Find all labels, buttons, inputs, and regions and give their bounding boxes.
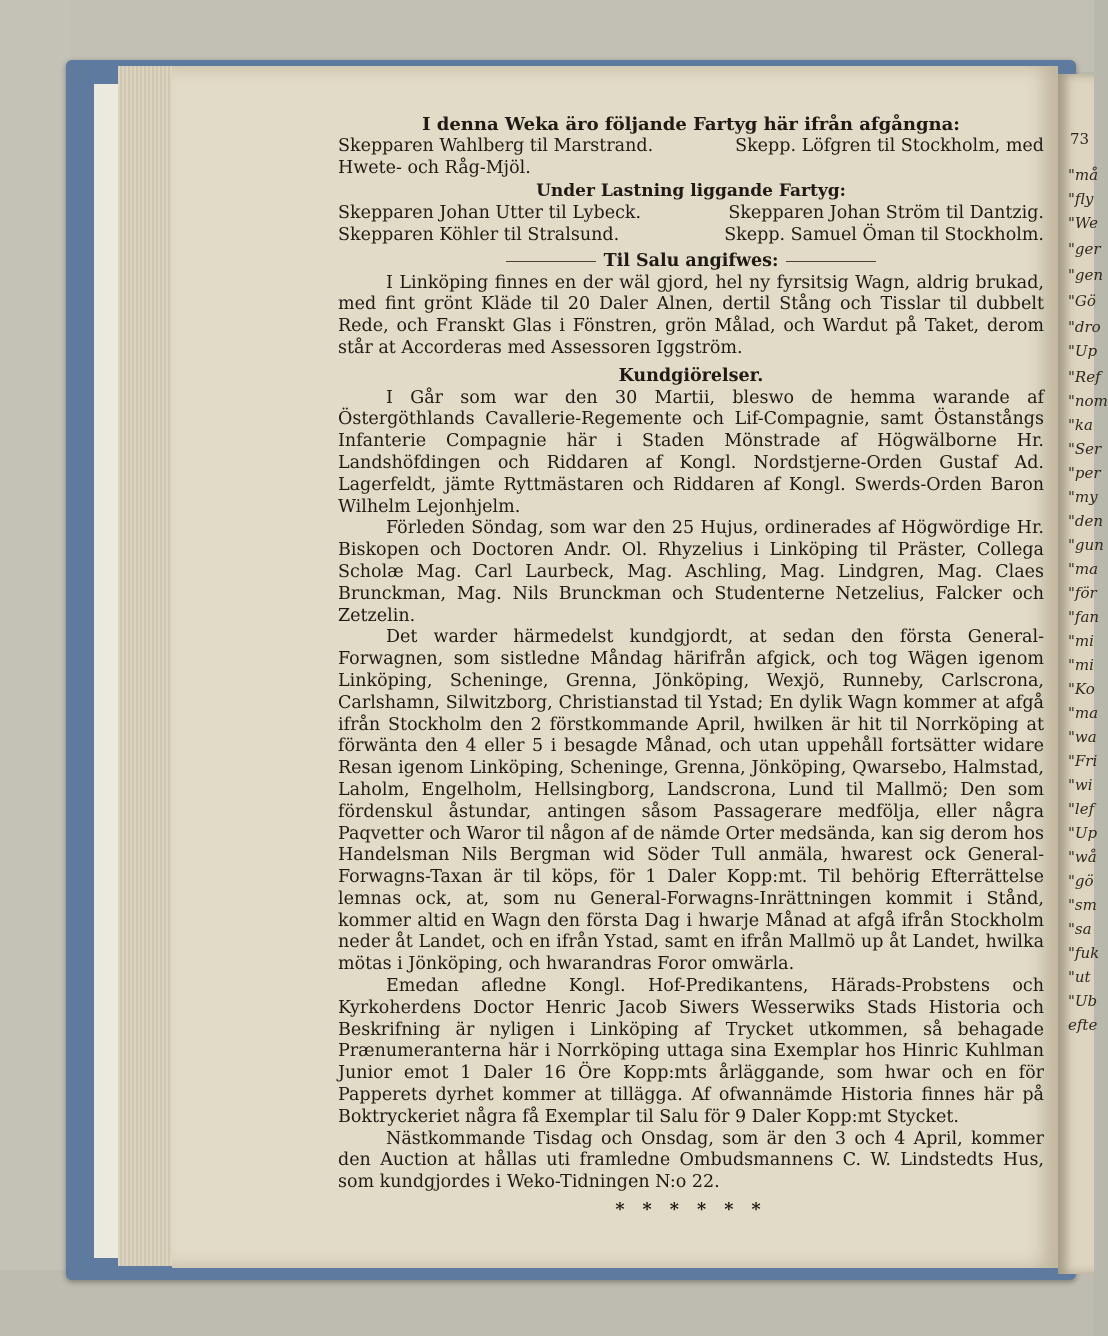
departures-row-1 [338, 136, 1044, 158]
departure-entry: Skepparen Wahlberg til Marstrand. [338, 135, 654, 156]
facing-fragment: "fly [1068, 190, 1094, 208]
facing-fragment: "wi [1068, 776, 1093, 794]
loading-entry: Skepparen Johan Utter til Lybeck. [338, 203, 642, 224]
loading-row-1 [338, 203, 1044, 225]
facing-fragment: "ma [1068, 704, 1099, 722]
facing-page-number: 73 [1070, 130, 1090, 148]
facing-fragment: "nom [1068, 392, 1108, 410]
loading-heading: Under Lastning liggande Fartyg: [536, 181, 846, 202]
facing-fragment: "fan [1068, 608, 1100, 626]
facing-fragment: "ger [1068, 240, 1101, 258]
article-text [338, 114, 1044, 1222]
facing-fragment: "mi [1068, 656, 1094, 674]
facing-page [1058, 74, 1108, 1274]
facing-fragment: "sa [1068, 920, 1092, 938]
facing-fragment: "Ub [1068, 992, 1098, 1010]
facing-fragment: "my [1068, 488, 1098, 506]
facing-fragment: "mi [1068, 632, 1094, 650]
facing-fragment: "We [1068, 214, 1098, 232]
facing-fragment: "per [1068, 464, 1101, 482]
facing-fragment: "Fri [1068, 752, 1098, 770]
facing-fragment: "gun [1068, 536, 1104, 554]
loading-row-2 [338, 225, 1044, 247]
ornament: * * * * * * [615, 1200, 767, 1221]
facing-fragment: "ut [1068, 968, 1091, 986]
facing-fragment: "Up [1068, 342, 1098, 360]
notice-paragraph: Emedan afledne Kongl. Hof-Predikantens, Härads-Probstens och Kyrkoherdens Doctor Henric Jacob Siwers Wesserwiks Stads Historia och Beskrifning är nyligen i Linköping af Trycket utkommen, så behagade Prænumeranterna här i Norrköping uttaga sina Exemplar hos Hinric Kuhlman Junior emot 1 Daler 16 Öre Kopp:mts årläggande, som hwar och en för Papperets dyrhet kommer at tillägga. Af ofwannämde Historia finnes här på Boktryckeriet några få Exemplar til Salu för 9 Daler Kopp:mt Stycket. [338, 976, 1044, 1127]
facing-fragment: "Up [1068, 824, 1098, 842]
facing-fragment: "Ser [1068, 440, 1102, 458]
scan-backdrop-left [0, 0, 70, 1336]
page-edges [118, 66, 178, 1266]
notice-paragraph: Nästkommande Tisdag och Onsdag, som är den 3 och 4 April, kommer den Auction at hållas uti framledne Ombudsmannens C. W. Lindstedts Hus, som kundgjordes i Weko-Tidningen N:o 22. [338, 1128, 1044, 1193]
departure-entry: Skepp. Löfgren til Stockholm, med [735, 135, 1044, 156]
facing-fragment: "den [1068, 512, 1104, 530]
facing-fragment: "lef [1068, 800, 1095, 818]
facing-fragment: "ka [1068, 416, 1093, 434]
facing-fragment: "gö [1068, 872, 1094, 890]
facing-fragment: "dro [1068, 318, 1101, 336]
departures-heading: I denna Weka äro följande Fartyg här ifrån afgångna: [422, 114, 960, 135]
facing-fragment: "för [1068, 584, 1097, 602]
facing-fragment: "wå [1068, 848, 1097, 866]
facing-fragment: "Ref [1068, 368, 1101, 386]
sale-paragraph: I Linköping finnes en der wäl gjord, hel ny fyrsitsig Wagn, aldrig brukad, med fint grönt Kläde til 20 Daler Alnen, dertil Stång och Tisslar til dubbelt Rede, och Franskt Glas i Fönstren, grön Målad, och Wardut på Taket, derom står at Accorderas med Assessoren Iggström. [338, 272, 1044, 358]
notice-paragraph: Förleden Söndag, som war den 25 Hujus, ordinerades af Högwördige Hr. Biskopen och Doctoren Andr. Ol. Rhyzelius i Linköping til Präster, Collega Scholæ Mag. Carl Laurbeck, Mag. Aschling, Mag. Lindgren, Mag. Claes Brunckman, Mag. Nils Brunckman och Studenterne Netzelius, Falcker och Zetzelin. [338, 518, 1044, 626]
facing-fragment: "fuk [1068, 944, 1100, 962]
notices-heading: Kundgiörelser. [618, 365, 764, 386]
departure-entry: Hwete- och Råg-Mjöl. [338, 157, 531, 178]
facing-fragment: "må [1068, 166, 1099, 184]
facing-fragment: "Gö [1068, 292, 1096, 310]
facing-fragment: "sm [1068, 896, 1097, 914]
loading-entry: Skepparen Köhler til Stralsund. [338, 224, 620, 245]
facing-fragment: "ma [1068, 560, 1099, 578]
loading-entry: Skepp. Samuel Öman til Stockholm. [724, 224, 1044, 245]
notice-paragraph: Det warder härmedelst kundgjordt, at sedan den första General-Forwagnen, som sistledne Måndag härifrån afgick, och tog Wägen igenom Linköping, Scheninge, Grenna, Jönköping, Wexjö, Runneby, Carlscrona, Carlshamn, Silwitzborg, Christianstad til Ystad; En dylik Wagn kommer at afgå ifrån Stockholm den 2 förstkommande April, hwilken är hit til Norrköping at förwänta den 4 eller 5 i besagde Månad, och utan uppehåll fortsätter widare Resan igenom Linköping, Scheninge, Grenna, Jönköping, Qwarsebo, Halmstad, Laholm, Engelholm, Hellsingborg, Landscrona, Lund til Mallmö; Den som fördenskul åstundar, antingen såsom Passagerare medfölja, eller några Paqvetter och Waror til någon af de nämde Orter medsända, kan sig derom hos Handelsman Nils Bergman wid Söder Tull anmäla, hwarest ock General-Forwagns-Taxan är til köps, för 1 Daler Kopp:mt. Til behörig Efterrättelse lemnas ock, at, som nu General-Forwagns-Inrättningen kommit i Stånd, kommer altid en Wagn den första Dag i hwarje Månad at afgå ifrån Stockholm neder åt Landet, och en ifrån Ystad, samt en ifrån Mallmö up åt Landet, hwilka mötas i Jönköping, och hwarandras Foror omwärla. [338, 627, 1044, 975]
facing-fragment: efte [1068, 1016, 1098, 1034]
facing-fragment: "Ko [1068, 680, 1095, 698]
facing-fragment: "wa [1068, 728, 1097, 746]
loading-entry: Skepparen Johan Ström til Dantzig. [728, 203, 1044, 224]
sale-heading: Til Salu angifwes: [338, 251, 1044, 273]
notice-paragraph: I Går som war den 30 Martii, bleswo de hemma warande af Östergöthlands Cavallerie-Regemente och Lif-Compagnie, samt Östanstångs Infanterie Compagnie här i Staden Mönstrade af Högwälborne Hr. Landshöfdingen och Riddaren af Kongl. Nordstjerne-Orden Gustaf Ad. Lagerfeldt, jämte Ryttmästaren och Riddaren af Kongl. Swerds-Orden Baron Wilhelm Lejonhjelm. [338, 387, 1044, 517]
facing-fragment: "gen [1068, 266, 1104, 284]
